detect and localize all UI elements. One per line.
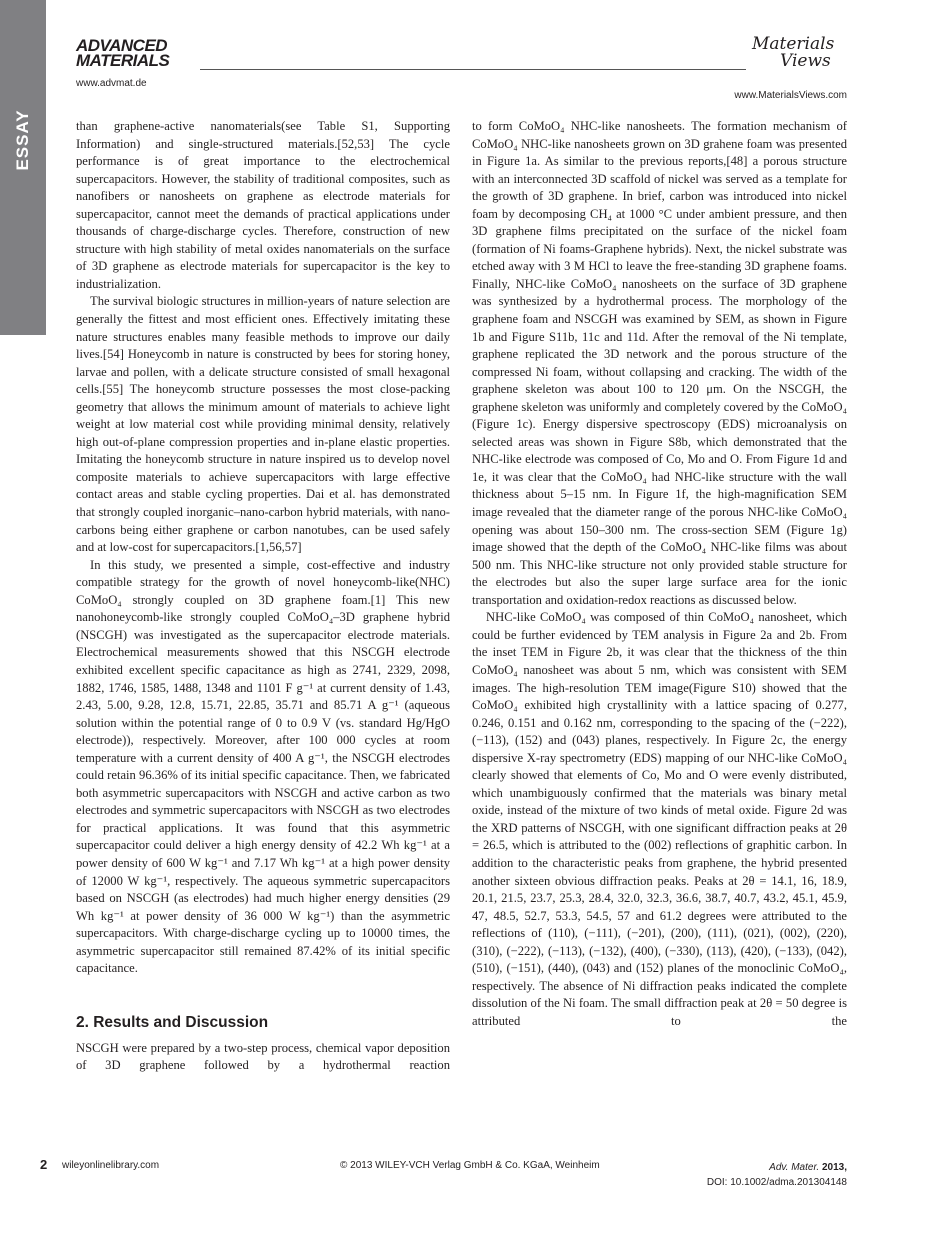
paragraph: In this study, we presented a simple, cost-effective and industry compatible strategy for the growth of novel honeycomb-like(NHC) CoMoO₄ strongly coupled on 3D graphene foam.[1] This new nanohoneycomb-like strongly coupled CoMoO₄–3D graphene hybrid (NSCGH) was investigated as the supercapacitor electrode materials. Electrochemical measurements showed that this NSCGH electrode exhibited excellent specific capacitance as high as 2741, 2329, 2098, 1882, 1746, 1585, 1488, 1348 and 1101 F g⁻¹ at current density of 1.43, 2.43, 5.00, 9.28, 12.8, 15.71, 22.85, 35.71 and 85.71 A g⁻¹ (aqueous solution within the potential range of 0 to 0.9 V (vs. standard Hg/HgO electrode)), respectively. Moreover, after 100 000 cycles at room temperature with a current density of 400 A g⁻¹, the NSCGH electrodes could retain 96.36% of its initial specific capacitance. Then, we fabricated both asymmetric supercapacitors with NSCGH and active carbon as two electrodes and symmetric supercapacitors with NSCGH as two electrodes for practical applications. It was found that this asymmetric supercapacitor could deliver a high energy density of 42.2 Wh kg⁻¹ at a power density of 600 W kg⁻¹ and 7.17 Wh kg⁻¹ at a high power density of 12000 W kg⁻¹, respectively. The aqueous symmetric supercapacitors based on NSCGH (as electrodes) had much higher energy densities (29 Wh kg⁻¹ at power density of 36 000 W kg⁻¹) than the asymmetric supercapacitors. With charge-discharge cycling up to 10000 times, the asymmetric supercapacitor still remained 87.42% of its initial specific capacitance. xyxy=(76,557,450,976)
paragraph: NSCGH were prepared by a two-step process, chemical vapor deposition of 3D graphene followed by a hydrothermal reaction xyxy=(76,1040,450,1073)
publisher-logo-line1: Materials xyxy=(752,34,835,54)
publisher-url[interactable]: www.MaterialsViews.com xyxy=(734,90,847,101)
journal-logo-line1: ADVANCED xyxy=(76,36,168,55)
doi: DOI: 10.1002/adma.201304148 xyxy=(706,1177,847,1188)
publisher-logo xyxy=(752,36,834,70)
right-column xyxy=(472,118,847,1030)
footer-site-link[interactable]: wileyonlinelibrary.com xyxy=(62,1160,160,1171)
citation-year: 2013, xyxy=(821,1162,847,1173)
paragraph: to form CoMoO₄ NHC-like nanosheets. The formation mechanism of CoMoO₄ NHC-like nanosheets grown on 3D grahene foam was presented in Figure 1a. As similar to the previous reports,[48] a porous structure with an interconnected 3D scaffold of nickel was served as a template for the growth of 3D graphene. In brief, carbon was introduced into nickel foam by decomposing CH₄ at 1000 °C under ambient pressure, and then 3D graphene films precipitated on the surface of the nickel foam (formation of Ni foams-Graphene hybrids). Next, the nickel substrate was etched away with 3 M HCl to leave the free-standing 3D graphene foams. Finally, NHC-like CoMoO₄ nanosheets on the surface of 3D graphene was synthesized by a hydrothermal process. The morphology of the graphene foam and NSCGH was examined by SEM, as shown in Figure 1b and Figure S11b, 11c and 11d. After the removal of the Ni template, graphene replicated the 3D network and the porous structure of the compressed Ni foam, without collapsing and cracking. The width of the graphene skeleton was about 100 to 120 μm. On the NSCGH, the graphene skeleton was uniformly and completely covered by the CoMoO₄ (Figure 1c). Energy dispersive spectroscopy (EDS) microanalysis on selected areas was shown in Figure S8b, which demonstrated that the NHC-like electrode was composed of Co, Mo and O. From Figure 1d and 1e, it was clear that the CoMoO₄ had NHC-like structure with the wall thickness about 5–15 nm. In Figure 1f, the high-magnification SEM image revealed that the diameter range of the porous NHC-like CoMoO₄ opening was about 150–300 nm. The cross-section SEM (Figure 1g) image showed that the depth of the CoMoO₄ NHC-like films was about 500 nm. This NHC-like structure not only provided stable structure for the electrodes but also the super large surface area for the ionic transportation and oxidation-redox reactions as discussed below. xyxy=(472,119,847,607)
journal-logo xyxy=(76,38,169,68)
paragraph: NHC-like CoMoO₄ was composed of thin CoMoO₄ nanosheet, which could be further evidenced by TEM analysis in Figure 2a and 2b. From the inset TEM in Figure 2b, it was clear that the thickness of the thin CoMoO₄ nanosheet was about 5 nm, which was consistent with SEM images. The high-resolution TEM image(Figure S10) showed that the CoMoO₄ exhibited high crystallinity with a lattice spacing of 0.277, 0.246, 0.151 and 0.162 nm, corresponding to the spacing of the (−222), (−113), (152) and (043) planes, respectively. In Figure 2c, the energy dispersive X-ray spectrometry (EDS) mapping of our NHC-like CoMoO₄ clearly showed that elements of Co, Mo and O were evenly distributed, which unambiguously confirmed that the materials was binary metal oxide, instead of the mixture of two kinds of metal oxide. Figure 2d was the XRD patterns of NSCGH, with one significant diffraction peaks at 2θ = 26.5, which is attributed to the (002) reflections of graphitic carbon. In addition to the characteristic peaks from graphene, the hybrid presented another sixteen obvious diffraction peaks. Peaks at 2θ = 14.1, 16, 18.9, 20.1, 21.5, 23.7, 25.3, 28.4, 32.0, 32.3, 36.6, 38.7, 40.7, 43.2, 45.1, 45.9, 47, 48.5, 52.7, 53.3, 54.5, 57 and 61.2 degrees were attributed to the reflections of (110), (−111), (−201), (200), (111), (021), (002), (220), (310), (−222), (−113), (−132), (400), (−330), (113), (420), (−133), (042), (510), (−151), (440), (043) and (152) planes of the monoclinic CoMoO₄, respectively. The absence of Ni diffraction peaks indicated the complete dissolution of the Ni foam. The small diffraction peak at 2θ = 50 degree is attributed to the xyxy=(472,610,847,1028)
section-heading: 2. Results and Discussion xyxy=(76,1013,269,1031)
paragraph: than graphene-active nanomaterials(see Table S1, Supporting Information) and single-structured materials.[52,53] The cycle performance is of great importance to the electrochemical supercapacitors. However, the stability of traditional composites, such as nanofibers or nanosheets on graphene as electrode materials for supercapacitor, cannot meet the demands of practical applications under thousands of charge-discharge cycles. Therefore, construction of new structure with high stability of metal oxides nanomaterials on the surface of 3D graphene as electrode materials for supercapacitor is the key to industrialization. xyxy=(76,119,450,291)
journal-abbrev: Adv. Mater. xyxy=(769,1162,820,1173)
section-label: ESSAY xyxy=(13,109,32,171)
publisher-logo-line2: Views xyxy=(780,51,831,71)
left-column xyxy=(76,118,450,1075)
journal-logo-line2: MATERIALS xyxy=(76,51,170,70)
page-number: 2 xyxy=(40,1157,48,1172)
citation xyxy=(707,1160,847,1190)
journal-url[interactable]: www.advmat.de xyxy=(76,78,147,89)
paragraph: The survival biologic structures in million-years of nature selection are generally the fittest and most efficient ones. Effectively imitating these nature structures enables many feasible methods to improve our daily lives.[54] Honeycomb in nature is constructed by bees for storing honey, larvae and pollen, with a delicate structure consisted of small hexagonal cells.[55] The honeycomb structure possesses the most close-packing geometry that allows the minimum amount of materials to achieve light weight at low material cost while providing minimal density, relatively high out-of-plane compression properties and in-plane elastic properties. Imitating the honeycomb structure in nature inspired us to develop novel composite materials to achieve supercapacitors with large effective contact areas and stable cycling properties. Dai et al. has demonstrated that strongly coupled inorganic–nano-carbon hybrid materials, with nano-carbons being either graphene or carbon nanotubes, can be used safely and at low-cost for supercapacitors.[1,56,57] xyxy=(76,294,450,555)
section-side-tab xyxy=(0,0,46,335)
header-divider xyxy=(200,69,746,70)
copyright: © 2013 WILEY-VCH Verlag GmbH & Co. KGaA, Weinheim xyxy=(340,1160,600,1171)
